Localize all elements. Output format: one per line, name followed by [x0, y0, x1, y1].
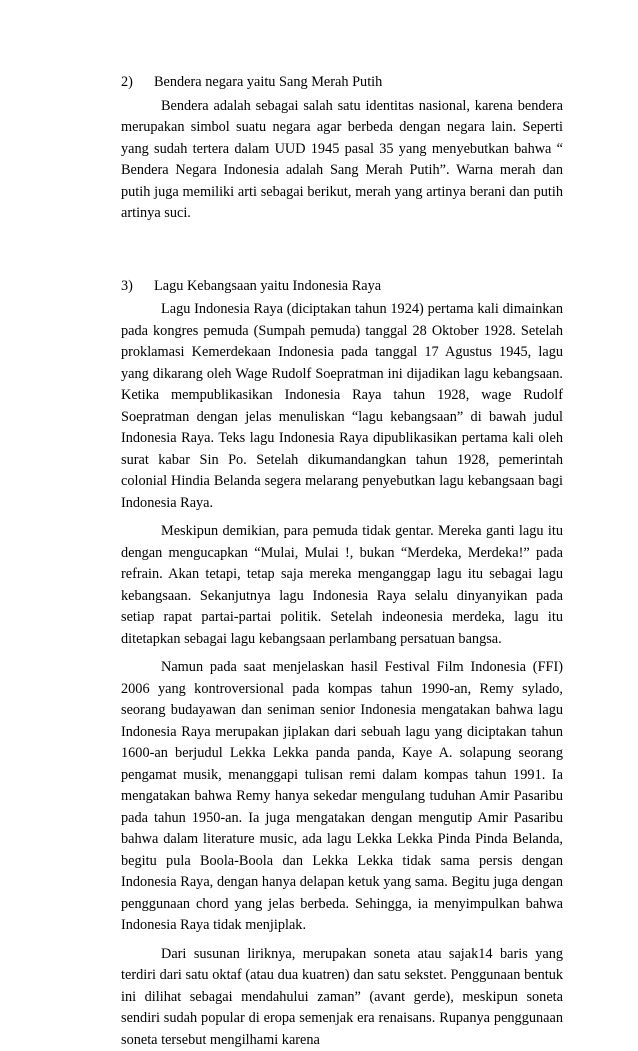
section-2-heading [121, 72, 563, 94]
section-3-number: 3) [121, 276, 154, 298]
section-2-number: 2) [121, 72, 154, 94]
document-body [121, 72, 563, 1051]
section-3-paragraph-1: Lagu Indonesia Raya (diciptakan tahun 1924) pertama kali dimainkan pada kongres pemuda (Sumpah pemuda) tanggal 28 Oktober 1928. Setelah proklamasi Kemerdekaan Indonesia pada tanggal 17 Agustus 1945, lagu yang dikarang oleh Wage Rudolf Soepratman ini dijadikan lagu kebangsaan. Ketika mempublikasikan Indonesia Raya tahun 1928, wage Rudolf Soepratman dengan jelas menuliskan “lagu kebangsaan” di bawah judul Indonesia Raya. Teks lagu Indonesia Raya dipublikasikan pertama kali oleh surat kabar Sin Po. Setelah dikumandangkan tahun 1928, pemerintah colonial Hindia Belanda segera melarang penyebutkan lagu kebangsaan bagi Indonesia Raya. [121, 299, 563, 514]
section-3-title: Lagu Kebangsaan yaitu Indonesia Raya [154, 276, 381, 298]
section-3-paragraph-4: Dari susunan liriknya, merupakan soneta atau sajak14 baris yang terdiri dari satu oktaf (atau dua kuatren) dan satu sekstet. Penggunaan bentuk ini dilihat sebagai mendahului zaman” (avant gerde), meskipun soneta sendiri sudah popular di eropa semenjak era renaisans. Rupanya penggunaan soneta tersebut mengilhami karena [121, 944, 563, 1051]
section-3-paragraph-2: Meskipun demikian, para pemuda tidak gentar. Mereka ganti lagu itu dengan mengucapkan “Mulai, Mulai !, bukan “Merdeka, Merdeka!” pada refrain. Akan tetapi, tetap saja mereka menganggap lagu itu sebagai lagu kebangsaan. Sekanjutnya lagu Indonesia Raya selalu dinyanyikan pada setiap rapat partai-partai politik. Setelah indeonesia merdeka, lagu itu ditetapkan sebagai lagu kebangsaan perlambang persatuan bangsa. [121, 521, 563, 650]
section-2-paragraph-1: Bendera adalah sebagai salah satu identitas nasional, karena bendera merupakan simbol suatu negara agar berbeda dengan negara lain. Seperti yang sudah tertera dalam UUD 1945 pasal 35 yang menyebutkan bahwa “ Bendera Negara Indonesia adalah Sang Merah Putih”. Warna merah dan putih juga memiliki arti sebagai berikut, merah yang artinya berani dan putih artinya suci. [121, 96, 563, 225]
section-3-heading [121, 276, 563, 298]
section-3-paragraph-3: Namun pada saat menjelaskan hasil Festival Film Indonesia (FFI) 2006 yang kontroversional pada kompas tahun 1990-an, Remy sylado, seorang budayawan dan seniman senior Indonesia mengatakan bahwa lagu Indonesia Raya merupakan jiplakan dari sebuah lagu yang diciptakan tahun 1600-an berjudul Lekka Lekka panda panda, Kaye A. solapung seorang pengamat musik, menanggapi tulisan remi dalam kompas tahun 1991. Ia mengatakan bahwa Remy hanya sekedar mengulang tuduhan Amir Pasaribu pada tahun 1950-an. Ia juga mengatakan dengan mengutip Amir Pasaribu bahwa dalam literature music, ada lagu Lekka Lekka Pinda Pinda Belanda, begitu pula Boola-Boola dan Lekka Lekka tidak sama persis dengan Indonesia Raya, dengan hanya delapan ketuk yang sama. Begitu juga dengan penggunaan chord yang jelas berbeda. Sehingga, ia menyimpulkan bahwa Indonesia Raya tidak menjiplak. [121, 657, 563, 937]
section-2-title: Bendera negara yaitu Sang Merah Putih [154, 72, 382, 94]
